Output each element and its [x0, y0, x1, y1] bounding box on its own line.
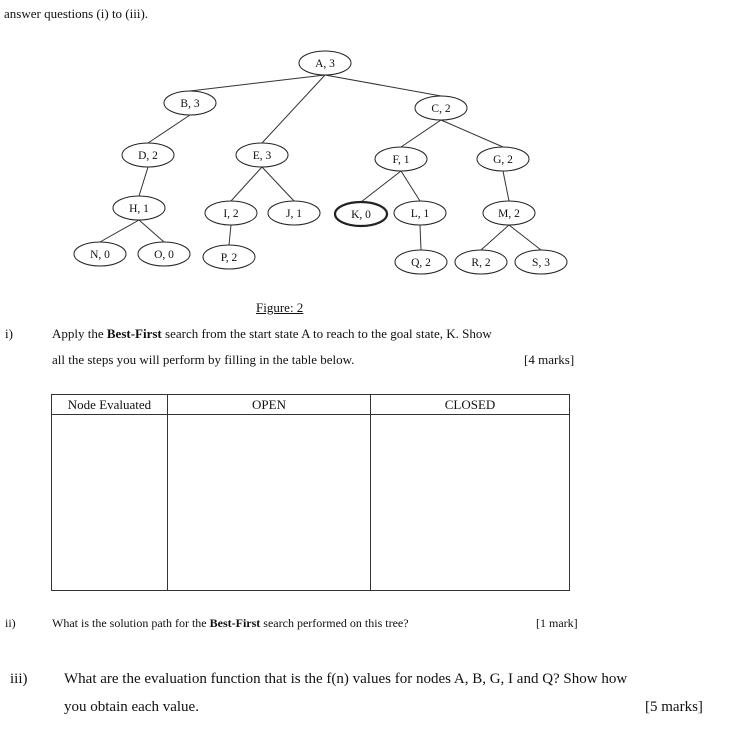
tree-edge-d-h: [139, 167, 148, 196]
tree-node-r: [455, 250, 507, 274]
table-answer-row: [52, 415, 570, 591]
header-closed: CLOSED: [371, 395, 570, 415]
tree-node-p: [203, 245, 255, 269]
tree-node-h: [113, 196, 165, 220]
tree-node-label: E, 3: [252, 150, 272, 162]
tree-node-j: [268, 201, 320, 225]
table-header-row: [52, 395, 570, 415]
tree-edge-a-c: [325, 75, 441, 96]
search-tree-diagram: [0, 0, 731, 300]
question-1-marks: [4 marks]: [524, 352, 575, 367]
tree-node-label: S, 3: [532, 257, 550, 269]
tree-edge-e-i: [231, 167, 262, 201]
cell-closed[interactable]: [371, 415, 570, 591]
intro-text: answer questions (i) to (iii).: [4, 6, 149, 21]
tree-node-label: A, 3: [315, 58, 335, 70]
header-node-evaluated: Node Evaluated: [52, 395, 168, 415]
figure-caption: Figure: 2: [256, 300, 304, 315]
tree-node-label: J, 1: [286, 208, 302, 220]
tree-node-s: [515, 250, 567, 274]
tree-edge-m-r: [481, 225, 509, 250]
tree-edge-g-m: [503, 171, 509, 201]
tree-edge-c-f: [401, 120, 441, 147]
tree-node-d: [122, 143, 174, 167]
tree-node-label: F, 1: [392, 154, 410, 166]
question-3-marks: [5 marks]: [645, 699, 703, 715]
cell-node-evaluated[interactable]: [52, 415, 168, 591]
tree-node-label: C, 2: [431, 103, 451, 115]
tree-node-e: [236, 143, 288, 167]
tree-edge-m-s: [509, 225, 541, 250]
tree-node-label: G, 2: [493, 154, 513, 166]
tree-node-label: O, 0: [154, 249, 174, 261]
tree-edge-a-b: [190, 75, 325, 91]
tree-node-label: K, 0: [351, 209, 371, 221]
tree-edge-c-g: [441, 120, 503, 147]
question-1-bold-term: Best-First: [106, 326, 162, 341]
cell-open[interactable]: [168, 415, 371, 591]
tree-node-f: [375, 147, 427, 171]
tree-node-label: Q, 2: [411, 257, 431, 269]
tree-node-i: [205, 201, 257, 225]
tree-node-m: [483, 201, 535, 225]
tree-edge-e-j: [262, 167, 294, 201]
tree-node-a: [299, 51, 351, 75]
question-3-line-2: you obtain each value.: [64, 699, 199, 715]
header-open: OPEN: [168, 395, 371, 415]
tree-node-o: [138, 242, 190, 266]
tree-node-c: [415, 96, 467, 120]
tree-edge-f-l: [401, 171, 420, 201]
tree-edge-a-e: [262, 75, 325, 143]
question-2-text-post: search performed on this tree?: [260, 616, 409, 630]
tree-edge-i-p: [229, 225, 231, 245]
tree-node-label: L, 1: [410, 208, 430, 220]
tree-nodes: [74, 51, 567, 274]
question-1-line-1: [52, 326, 492, 342]
question-2-number: ii): [5, 616, 16, 630]
tree-node-l: [394, 201, 446, 225]
question-3-line-1: What are the evaluation function that is the f(n) values for nodes A, B, G, I and Q? Show how: [64, 671, 628, 687]
question-2-text: [52, 616, 409, 631]
question-1-text-pre: Apply the: [52, 326, 107, 341]
question-3-number: iii): [10, 671, 28, 687]
best-first-steps-table: [51, 394, 570, 591]
tree-node-b: [164, 91, 216, 115]
tree-edge-l-q: [420, 225, 421, 250]
tree-node-label: B, 3: [180, 98, 200, 110]
tree-node-n: [74, 242, 126, 266]
tree-edge-h-n: [100, 220, 139, 242]
tree-node-label: R, 2: [471, 257, 491, 269]
tree-node-q: [395, 250, 447, 274]
question-2-text-pre: What is the solution path for the: [52, 616, 210, 630]
question-1-line-2: all the steps you will perform by filling in the table below.: [52, 352, 355, 367]
tree-node-label: N, 0: [90, 249, 110, 261]
tree-node-label: H, 1: [129, 203, 149, 215]
question-2-marks: [1 mark]: [536, 616, 578, 630]
tree-node-label: P, 2: [220, 252, 238, 264]
tree-node-label: I, 2: [223, 208, 239, 220]
tree-node-k: [335, 202, 387, 226]
tree-node-label: D, 2: [138, 150, 158, 162]
tree-node-label: M, 2: [498, 208, 520, 220]
tree-edge-h-o: [139, 220, 164, 242]
question-1-number: i): [5, 326, 13, 341]
question-2-bold-term: Best-First: [209, 616, 261, 630]
tree-node-g: [477, 147, 529, 171]
question-1-text-post: search from the start state A to reach to the goal state, K. Show: [161, 326, 492, 341]
tree-edge-f-k: [361, 171, 401, 202]
tree-edge-b-d: [148, 115, 190, 143]
